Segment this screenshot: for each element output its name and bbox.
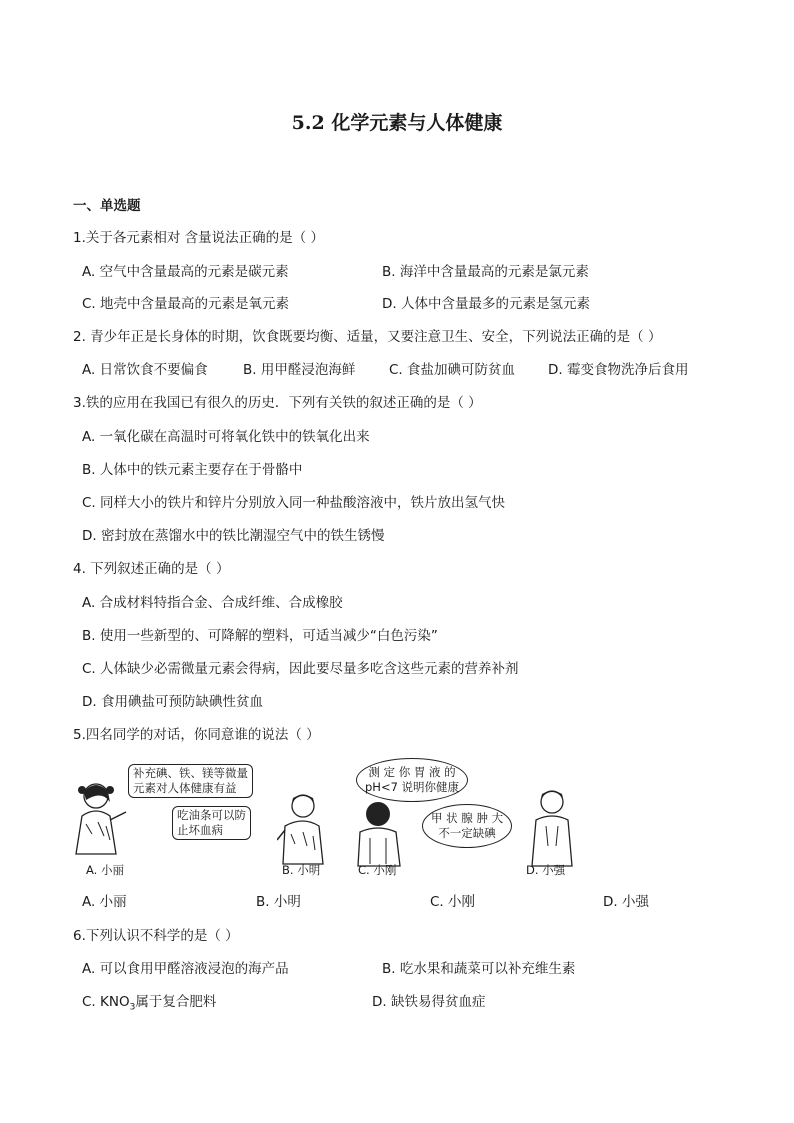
question-4-option-b: B. 使用一些新型的、可降解的塑料，可适当减少“白色污染” <box>82 628 438 644</box>
question-1-option-d: D. 人体中含量最多的元素是氢元素 <box>382 296 590 312</box>
question-1-stem: 1.关于各元素相对 含量说法正确的是（ ） <box>73 230 324 246</box>
question-4-option-a: A. 合成材料特指合金、合成纤维、合成橡胶 <box>82 595 343 611</box>
question-2-option-a: A. 日常饮食不要偏食 <box>82 362 208 378</box>
bubble-a-line-1: 补充碘、铁、镁等微量 <box>133 766 248 780</box>
question-3-option-a: A. 一氧化碳在高温时可将氧化铁中的铁氧化出来 <box>82 429 370 445</box>
question-6-option-d: D. 缺铁易得贫血症 <box>372 994 486 1010</box>
question-3-option-b: B. 人体中的铁元素主要存在于骨骼中 <box>82 462 303 478</box>
bubble-d-line-2: 不一定缺碘 <box>438 826 496 840</box>
figure-label-d: D. 小强 <box>526 863 566 877</box>
option-c-subscript: 3 <box>129 1002 136 1013</box>
option-c-text: 属于复合肥料 <box>135 994 217 1010</box>
figure-label-b: B. 小明 <box>282 863 321 877</box>
question-6-stem: 6.下列认识不科学的是（ ） <box>73 928 239 944</box>
question-3-option-d: D. 密封放在蒸馏水中的铁比潮湿空气中的铁生锈慢 <box>82 528 385 544</box>
question-2-option-c: C. 食盐加碘可防贫血 <box>389 362 516 378</box>
question-6-option-b: B. 吃水果和蔬菜可以补充维生素 <box>382 961 576 977</box>
boy-figure-icon <box>277 790 327 868</box>
question-4-option-c: C. 人体缺少必需微量元素会得病，因此要尽量多吃含这些元素的营养补剂 <box>82 661 519 677</box>
question-5-option-d: D. 小强 <box>603 894 649 910</box>
option-c-formula: C. KNO <box>82 994 130 1010</box>
question-3-option-c: C. 同样大小的铁片和锌片分别放入同一种盐酸溶液中，铁片放出氢气快 <box>82 495 506 511</box>
question-6-option-c <box>82 990 216 1013</box>
question-4-option-d: D. 食用碘盐可预防缺碘性贫血 <box>82 694 263 710</box>
question-1-option-c: C. 地壳中含量最高的元素是氧元素 <box>82 296 290 312</box>
bubble-c-line-2: pH<7 说明你健康 <box>365 780 460 794</box>
question-1-option-a: A. 空气中含量最高的元素是碳元素 <box>82 264 289 280</box>
section-heading: 一、单选题 <box>73 198 141 214</box>
question-2-stem: 2. 青少年正是长身体的时期，饮食既要均衡、适量，又要注意卫生、安全，下列说法正确的是（ ） <box>73 329 662 345</box>
boy-standing-figure-icon <box>528 786 578 870</box>
question-2-option-d: D. 霉变食物洗净后食用 <box>548 362 689 378</box>
girl-figure-icon <box>72 776 132 866</box>
dialogue-figure <box>72 758 672 880</box>
page-title: 5.2 化学元素与人体健康 <box>291 112 503 134</box>
bubble-d-line-1: 甲 状 腺 肿 大 <box>431 811 504 825</box>
question-2-option-b: B. 用甲醛浸泡海鲜 <box>243 362 356 378</box>
speech-bubble-a <box>128 764 253 798</box>
question-5-stem: 5.四名同学的对话，你同意谁的说法（ ） <box>73 727 320 743</box>
bubble-b-line-2: 止坏血病 <box>177 823 223 837</box>
question-5-option-c: C. 小刚 <box>430 894 476 910</box>
speech-bubble-b <box>172 806 251 840</box>
bubble-b-line-1: 吃油条可以防 <box>177 808 246 822</box>
bubble-a-line-2: 元素对人体健康有益 <box>133 781 237 795</box>
question-1-option-b: B. 海洋中含量最高的元素是氯元素 <box>382 264 589 280</box>
student-back-figure-icon <box>356 798 402 870</box>
figure-label-c: C. 小刚 <box>358 863 397 877</box>
question-5-option-a: A. 小丽 <box>82 894 127 910</box>
bubble-c-line-1: 测 定 你 胃 液 的 <box>368 765 456 779</box>
question-6-option-a: A. 可以食用甲醛溶液浸泡的海产品 <box>82 961 289 977</box>
question-3-stem: 3.铁的应用在我国已有很久的历史．下列有关铁的叙述正确的是（ ） <box>73 395 482 411</box>
question-5-option-b: B. 小明 <box>256 894 301 910</box>
question-4-stem: 4. 下列叙述正确的是（ ） <box>73 561 230 577</box>
speech-bubble-c <box>356 758 468 802</box>
figure-label-a: A. 小丽 <box>86 863 124 877</box>
speech-bubble-d <box>422 804 512 848</box>
